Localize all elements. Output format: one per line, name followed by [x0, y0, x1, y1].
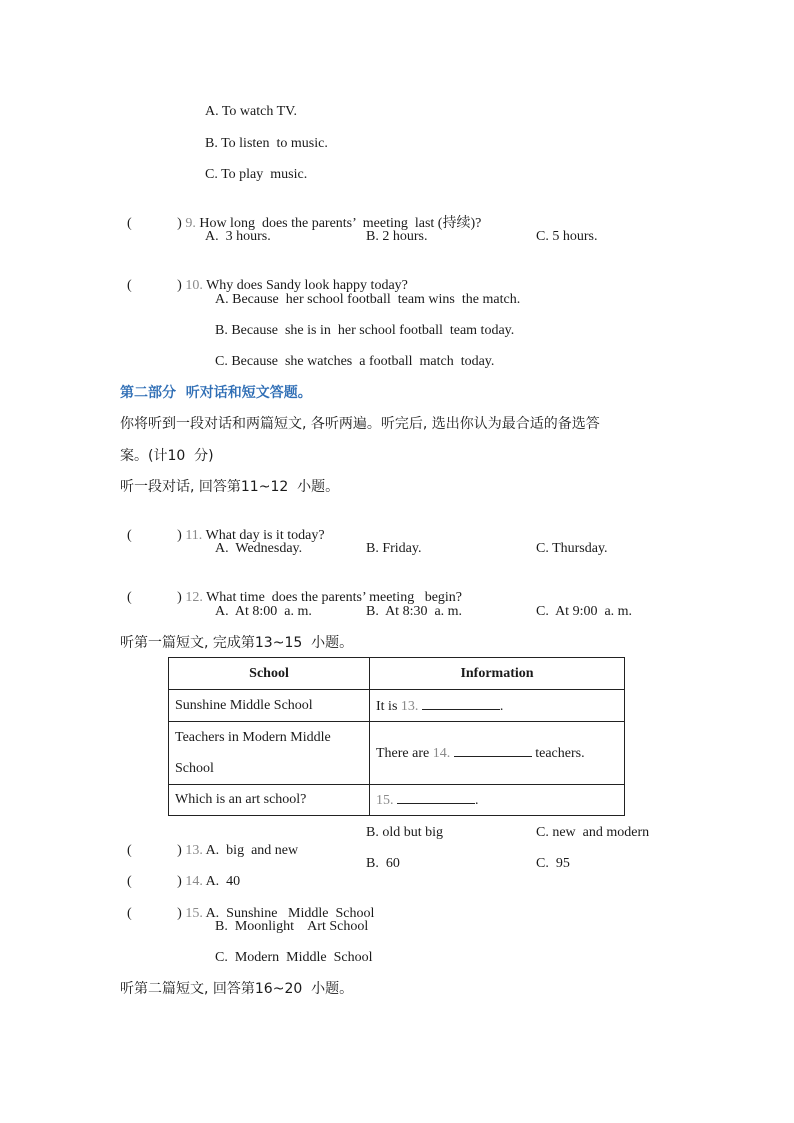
answer-paren[interactable]: ( )	[127, 216, 182, 231]
question-text: Why does Sandy look happy today?	[206, 278, 408, 293]
q14-option-b: B. 60	[366, 856, 400, 871]
table-cell	[370, 785, 625, 816]
table-cell: Sunshine Middle School	[169, 690, 370, 722]
q14-option-a: A. 40	[205, 874, 241, 889]
q9-option-b: B. 2 hours.	[366, 229, 428, 244]
table-header-school: School	[169, 658, 370, 690]
answer-blank[interactable]	[397, 791, 475, 804]
cell-text: .	[499, 698, 504, 714]
cell-text: It is	[376, 698, 401, 714]
question-number: 9.	[185, 216, 196, 231]
blank-number: 13.	[400, 698, 419, 714]
section-heading: 第二部分 听对话和短文答题。	[120, 385, 312, 401]
table-row	[169, 690, 625, 722]
cell-text-line-2: School	[175, 761, 214, 776]
answer-paren[interactable]: ( )	[127, 590, 182, 605]
answer-blank[interactable]	[422, 697, 500, 710]
q15-option-b: B. Moonlight Art School	[215, 919, 369, 934]
question-12	[120, 571, 462, 607]
answer-blank[interactable]	[454, 744, 532, 757]
section-instruction-line-1: 你将听到一段对话和两篇短文, 各听两遍。听完后, 选出你认为最合适的备选答	[120, 416, 600, 432]
table-cell	[370, 690, 625, 722]
question-text: What time does the parents’ meeting begin?	[206, 590, 463, 605]
q8-option-c: C. To play music.	[205, 167, 308, 182]
q10-option-b: B. Because she is in her school football team today.	[215, 323, 515, 338]
q13-option-c: C. new and modern	[536, 825, 650, 840]
table-cell	[169, 722, 370, 785]
answer-paren[interactable]: ( )	[127, 278, 182, 293]
table-header-row	[169, 658, 625, 690]
q10-option-c: C. Because she watches a football match today.	[215, 354, 495, 369]
question-number: 10.	[185, 278, 203, 293]
cell-text-line-1: Teachers in Modern Middle	[175, 730, 331, 745]
question-number: 14.	[185, 874, 203, 889]
info-table	[168, 657, 625, 816]
cell-text: .	[475, 793, 479, 808]
question-number: 12.	[185, 590, 203, 605]
q13-option-a: A. big and new	[205, 843, 299, 858]
table-row	[169, 785, 625, 816]
table-header-information: Information	[370, 658, 625, 690]
q12-option-c: C. At 9:00 a. m.	[536, 604, 633, 619]
q8-option-b: B. To listen to music.	[205, 136, 328, 151]
table-cell: Which is an art school?	[169, 785, 370, 816]
question-10	[120, 259, 408, 295]
q9-option-c: C. 5 hours.	[536, 229, 598, 244]
q11-option-c: C. Thursday.	[536, 541, 608, 556]
q12-option-a: A. At 8:00 a. m.	[215, 604, 312, 619]
q11-option-b: B. Friday.	[366, 541, 422, 556]
blank-number: 15.	[376, 793, 394, 808]
table-cell	[370, 722, 625, 785]
answer-paren[interactable]: ( )	[127, 874, 182, 889]
passage-2-intro: 听第二篇短文, 回答第16~20 小题。	[120, 981, 354, 997]
q15-option-a: A. Sunshine Middle School	[205, 906, 375, 921]
question-14	[120, 855, 240, 891]
answer-paren[interactable]: ( )	[127, 843, 182, 858]
q11-option-a: A. Wednesday.	[215, 541, 303, 556]
q12-option-b: B. At 8:30 a. m.	[366, 604, 463, 619]
dialog-intro: 听一段对话, 回答第11~12 小题。	[120, 479, 340, 495]
question-number: 15.	[185, 906, 203, 921]
cell-text: There are	[376, 746, 433, 761]
cell-text: teachers.	[531, 746, 585, 761]
question-text: How long does the parents’ meeting last (持续)?	[199, 216, 482, 231]
question-number: 13.	[185, 843, 203, 858]
q13-option-b: B. old but big	[366, 825, 444, 840]
q14-option-c: C. 95	[536, 856, 570, 871]
q9-option-a: A. 3 hours.	[205, 229, 271, 244]
passage-1-intro: 听第一篇短文, 完成第13~15 小题。	[120, 635, 354, 651]
answer-paren[interactable]: ( )	[127, 906, 182, 921]
q10-option-a: A. Because her school football team wins the match.	[215, 292, 521, 307]
q15-option-c: C. Modern Middle School	[215, 950, 373, 965]
question-number: 11.	[185, 528, 203, 543]
q8-option-a: A. To watch TV.	[205, 104, 297, 119]
answer-paren[interactable]: ( )	[127, 528, 182, 543]
section-instruction-line-2: 案。(计10 分)	[120, 448, 214, 464]
question-text: What day is it today?	[205, 528, 325, 543]
blank-number: 14.	[432, 746, 451, 761]
table-row	[169, 722, 625, 785]
